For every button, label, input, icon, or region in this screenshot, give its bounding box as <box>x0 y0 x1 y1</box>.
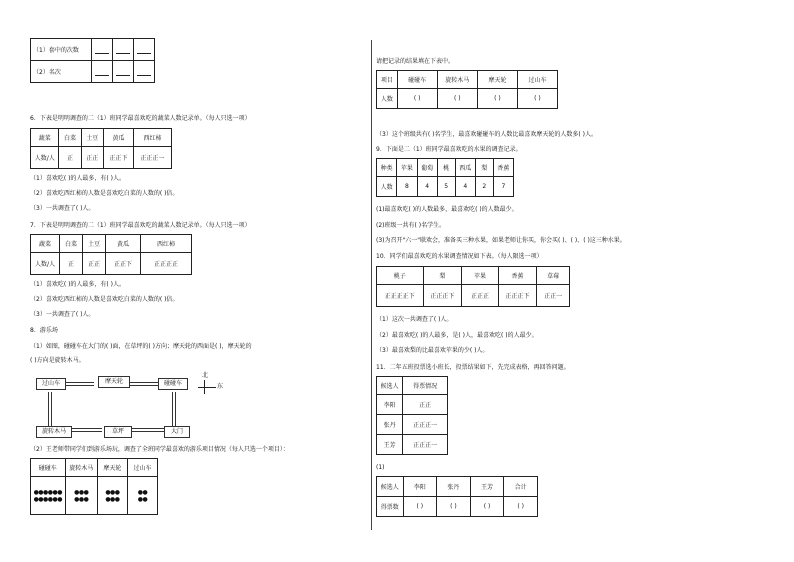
q8-3-line: （3）这个班级共有( )名学生，最喜欢碰碰车的人数比最喜欢摩天轮的人数多( )人。 <box>376 131 597 138</box>
q7-table <box>30 234 192 275</box>
q10-tally: 正正一 <box>537 285 570 307</box>
record-header: 碰碰车 <box>397 71 437 89</box>
record-header: 过山车 <box>517 71 557 89</box>
q6-header: 土豆 <box>81 129 103 147</box>
q9-row-label: 人数 <box>377 177 397 197</box>
record-header: 摩天轮 <box>477 71 517 89</box>
q11-count-header: 张丹 <box>437 477 471 497</box>
q7-title: 7．下表是明明调查的二（1）班同学最喜欢吃的蔬菜人数记录单。（每人只选一项） <box>30 222 251 229</box>
top-table-row-label: （2）名次 <box>31 61 92 83</box>
q6-header: 白菜 <box>59 129 81 147</box>
q10-header: 香蕉 <box>498 267 537 285</box>
q7-tally: 正 <box>60 253 83 275</box>
compass <box>196 372 226 402</box>
road-bottom <box>132 428 164 432</box>
q8-dots-cell: ●●●●●● ●●●●●● <box>31 477 66 515</box>
q10-title: 10．同学们最喜欢吃的水果调查情况如下表。（每人限选一项） <box>376 253 543 260</box>
q11-tally-header: 候选人 <box>377 377 403 395</box>
q9-table <box>376 158 514 197</box>
q7-line-3: （3）一共调查了( )人。 <box>30 311 95 318</box>
q9-header: 种类 <box>377 159 397 177</box>
compass-east-label: 东 <box>217 383 224 390</box>
q7-header: 蔬菜 <box>31 235 60 253</box>
q6-table <box>30 128 172 169</box>
q11-tally-table <box>376 376 448 455</box>
q9-value: 8 <box>397 177 417 197</box>
q10-header: 桃子 <box>377 267 424 285</box>
q11-tally-header: 得票情况 <box>403 377 448 395</box>
q9-header: 葡萄 <box>417 159 437 177</box>
road-right <box>172 392 176 426</box>
q7-line-1: （1）喜欢吃( )的人最多，有( )人。 <box>30 281 125 288</box>
compass-north-label: 北 <box>202 372 209 379</box>
map-place-ferris-wheel: 摩天轮 <box>98 376 130 388</box>
q11-part1-label: (1) <box>376 464 385 471</box>
q6-tally: 正 <box>59 147 81 169</box>
q6-line-1: （1）喜欢吃( )的人最多，有( )人。 <box>30 175 125 182</box>
q9-line-2: (2)班级一共有( )名学生。 <box>376 222 446 229</box>
q11-candidate-tally: 正正 <box>403 395 448 415</box>
q6-tally: 正正下 <box>103 147 133 169</box>
q11-count-header: 合计 <box>504 477 538 497</box>
q9-header: 桃 <box>437 159 455 177</box>
q10-tally: 正正正下 <box>423 285 462 307</box>
map-place-gate: 大门 <box>164 426 190 438</box>
blank-cell[interactable] <box>134 61 155 83</box>
q8-dots-cell: ●●● ●●● <box>65 477 97 515</box>
q8-line-2: ( )方向是旋转木马。 <box>30 357 85 364</box>
q7-header: 西红柿 <box>141 235 192 253</box>
q10-line-2: （2）最喜欢吃( )的人最多，是( )人，最喜欢吃( )的人最少。 <box>376 332 538 339</box>
record-header: 项目 <box>377 71 398 89</box>
record-table <box>376 70 558 109</box>
q10-tally: 正正正 <box>462 285 499 307</box>
q8-title: 8．游乐场 <box>30 327 58 334</box>
road-left <box>48 392 52 426</box>
road-bottom <box>72 428 102 432</box>
blank-cell[interactable] <box>113 39 134 61</box>
q10-header: 苹果 <box>462 267 499 285</box>
q7-tally: 正正正正 <box>141 253 192 275</box>
q9-header: 西瓜 <box>455 159 475 177</box>
q11-count-cell[interactable]: ( ) <box>470 497 504 517</box>
q8-line-1: （1）如图，碰碰车在大门的( )面，在草坪的( )方向；摩天轮的西面是( )，摩天轮的 <box>30 343 252 350</box>
q11-title: 11．二年五班投票选小班长，投票结果如下，先完成表格，再回答问题。 <box>376 364 570 371</box>
blank-cell[interactable] <box>134 39 155 61</box>
q7-row-label: 人数/人 <box>31 253 60 275</box>
blank-cell[interactable] <box>92 61 113 83</box>
record-cell[interactable]: ( ) <box>517 89 557 109</box>
q8-dots-cell: ●● ●● <box>127 477 157 515</box>
record-cell[interactable]: ( ) <box>437 89 477 109</box>
top-table-row-label: （1）套中的次数 <box>31 39 92 61</box>
q9-value: 2 <box>475 177 493 197</box>
blank-cell[interactable] <box>92 39 113 61</box>
q11-count-header: 李阳 <box>403 477 437 497</box>
q9-header: 苹果 <box>397 159 417 177</box>
q9-value: 4 <box>417 177 437 197</box>
map-place-bumper-cars: 碰碰车 <box>158 378 188 390</box>
q9-header: 梨 <box>475 159 493 177</box>
q9-value: 4 <box>455 177 475 197</box>
q8-dots-cell: ●●● ●●● <box>97 477 127 515</box>
q6-tally: 正正 <box>81 147 103 169</box>
q8-dots-header: 过山车 <box>127 459 157 477</box>
record-cell[interactable]: ( ) <box>397 89 437 109</box>
q8-dots-header: 碰碰车 <box>31 459 66 477</box>
q10-header: 草莓 <box>537 267 570 285</box>
q10-table <box>376 266 570 307</box>
q10-header: 梨 <box>423 267 462 285</box>
record-header: 旋转木马 <box>437 71 477 89</box>
map-place-lawn: 草坪 <box>104 426 132 438</box>
map-place-roller-coaster: 过山车 <box>36 378 66 390</box>
q11-candidate-tally: 正正正一 <box>403 435 448 455</box>
q6-tally: 正正正一 <box>134 147 172 169</box>
q11-count-cell[interactable]: ( ) <box>504 497 538 517</box>
q6-header: 西红柿 <box>134 129 172 147</box>
compass-east-line <box>198 387 216 388</box>
map-place-carousel: 旋转木马 <box>36 426 72 438</box>
record-cell[interactable]: ( ) <box>477 89 517 109</box>
q7-header: 黄瓜 <box>106 235 141 253</box>
q6-title: 6．下表是明明调查的二（1）班同学最喜欢吃的蔬菜人数记录单。（每人只选一项） <box>30 115 251 122</box>
q7-line-2: （2）喜欢吃西红柿的人数是喜欢吃白菜的人数的( )倍。 <box>30 296 179 303</box>
q7-header: 土豆 <box>83 235 106 253</box>
q11-candidate-tally: 正正正一 <box>403 415 448 435</box>
q11-count-row-label: 得票数 <box>377 497 404 517</box>
top-table <box>30 38 155 83</box>
q9-value: 5 <box>437 177 455 197</box>
q9-line-3: (3)为召开"六一"联欢会，准备买三种水果，如果老师让你买，你会买( )、( )、( )这三种水果。 <box>376 237 626 244</box>
q6-header: 黄瓜 <box>103 129 133 147</box>
q9-title: 9．下面是二（1）班同学最喜欢吃的水果的调查记录。 <box>376 146 522 153</box>
q10-tally: 正正正下 <box>498 285 537 307</box>
q11-count-cell[interactable]: ( ) <box>403 497 437 517</box>
q7-tally: 正正下 <box>106 253 141 275</box>
q10-line-3: （3）最喜欢梨的比最喜欢苹果的少( )人。 <box>376 347 489 354</box>
q8-line-3: （2）王老师带同学们到游乐场玩，调查了全班同学最喜欢的游乐项目情况（每人只选一个项目）： <box>30 446 289 453</box>
q11-candidate-name: 王芳 <box>377 435 403 455</box>
q11-count-cell[interactable]: ( ) <box>437 497 471 517</box>
q8-dots-header: 摩天轮 <box>97 459 127 477</box>
q10-line-1: （1）这次一共调查了( )人。 <box>376 316 453 323</box>
q11-count-table <box>376 476 538 517</box>
q6-row-label: 人数/人 <box>31 147 59 169</box>
park-map <box>36 372 236 442</box>
q9-value: 7 <box>493 177 513 197</box>
q11-count-header: 王芳 <box>470 477 504 497</box>
q8-dots-table <box>30 458 158 515</box>
q9-header: 香蕉 <box>493 159 513 177</box>
q11-candidate-name: 张丹 <box>377 415 403 435</box>
road-top <box>64 382 94 386</box>
q11-count-header: 候选人 <box>377 477 404 497</box>
q10-tally: 正正正正下 <box>377 285 424 307</box>
q6-line-2: （2）喜欢吃西红柿的人数是喜欢吃白菜的人数的( )倍。 <box>30 190 179 197</box>
q8-dots-header: 旋转木马 <box>65 459 97 477</box>
q11-candidate-name: 李阳 <box>377 395 403 415</box>
q7-tally: 正正 <box>83 253 106 275</box>
q6-line-3: （3）一共调查了( )人。 <box>30 205 95 212</box>
q6-header: 蔬菜 <box>31 129 59 147</box>
blank-cell[interactable] <box>113 61 134 83</box>
q9-line-1: (1)最喜欢吃( )的人数最多，最喜欢吃( )的人数最少。 <box>376 206 518 213</box>
q7-header: 白菜 <box>60 235 83 253</box>
record-intro: 请把记录的结果填在下表中。 <box>376 58 455 65</box>
record-row-label: 人数 <box>377 89 398 109</box>
column-divider <box>371 40 372 530</box>
